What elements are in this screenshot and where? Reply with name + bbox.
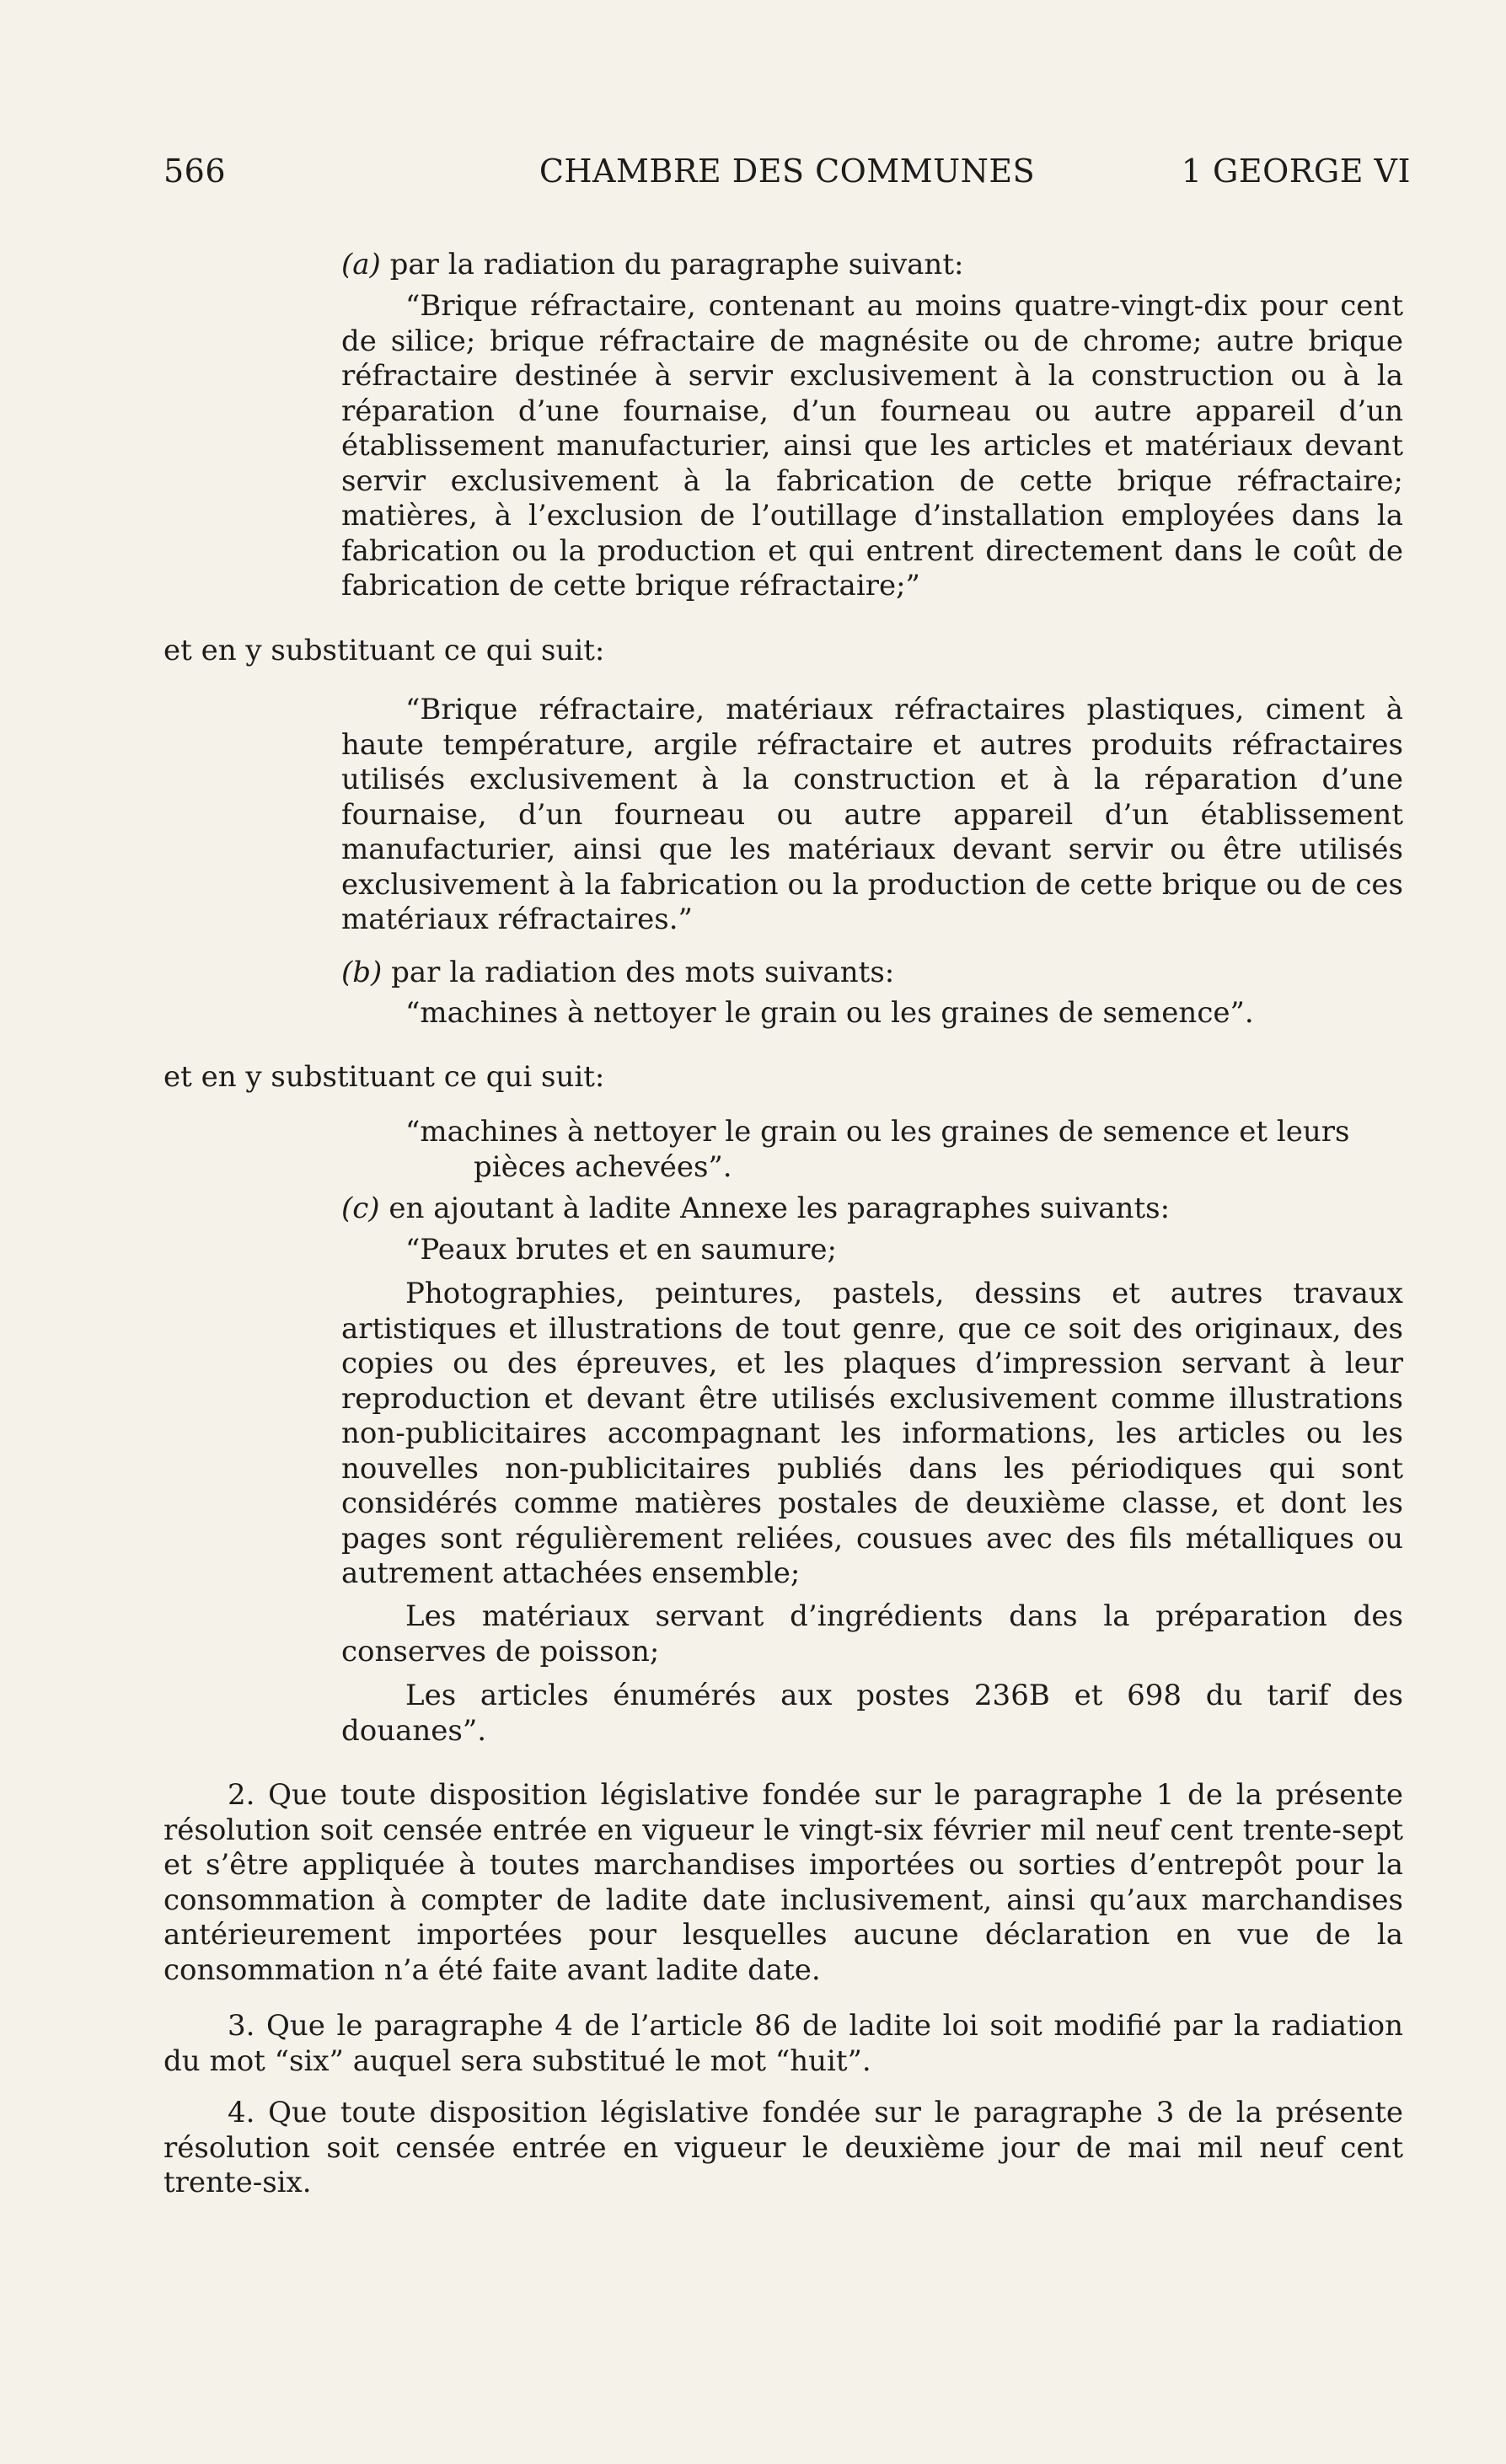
item-b-quote: “machines à nettoyer le grain ou les graines de semence”. [405, 996, 1254, 1030]
resolution-2: 2. Que toute disposition législative fondée sur le paragraphe 1 de la présente résolution soit censée entrée en vigueur le vingt-six février mil neuf cent trente-sept et s’être appliquée à toutes marchandises importées ou sorties d’entrepôt pour la consommation à compter de ladite date inclusivement, ainsi qu’aux marchandises antérieurement importées pour lesquelles aucune déclaration en vue de la consommation n’a été faite avant ladite date. [163, 1778, 1403, 1987]
page-header [163, 148, 1411, 194]
item-c-marker: (c) [341, 1192, 380, 1225]
header-title: CHAMBRE DES COMMUNES [539, 153, 1036, 190]
item-c-para3: Les matériaux servant d’ingrédients dans la préparation des conserves de poisson; [341, 1599, 1403, 1669]
item-a-marker: (a) [341, 248, 381, 281]
item-c-intro [341, 1192, 1403, 1227]
item-b-intro [341, 956, 1403, 991]
resolution-3: 3. Que le paragraphe 4 de l’article 86 de ladite loi soit modifié par la radiation du mot “six” auquel sera substitué le mot “huit”. [163, 2009, 1403, 2078]
item-a-intro-text: par la radiation du paragraphe suivant: [380, 248, 964, 281]
item-a-replacement: “Brique réfractaire, matériaux réfractaires plastiques, ciment à haute température, argile réfractaire et autres produits réfractaires utilisés exclusivement à la construction et à la réparation d’une fournaise, d’un fourneau ou autre appareil d’un établissement manufacturier, ainsi que les matériaux devant servir ou être utilisés exclusivement à la fabrication ou la production de cette brique ou de ces matériaux réfractaires.” [341, 693, 1403, 936]
item-b-marker: (b) [341, 956, 383, 989]
item-b-replacement-line2: pièces achevées”. [474, 1150, 732, 1184]
item-c-intro-text: en ajoutant à ladite Annexe les paragraphes suivants: [379, 1192, 1171, 1225]
item-b-intro-text: par la radiation des mots suivants: [382, 956, 895, 989]
item-b-substitute: et en y substituant ce qui suit: [163, 1060, 605, 1094]
resolution-4: 4. Que toute disposition législative fondée sur le paragraphe 3 de la présente résolution soit censée entrée en vigueur le deuxième jour de mai mil neuf cent trente-six. [163, 2096, 1403, 2199]
item-a-intro [341, 248, 1403, 283]
item-c-para2: Photographies, peintures, pastels, dessins et autres travaux artistiques et illustrations de tout genre, que ce soit des originaux, des copies ou des épreuves, et les plaques d’impression servant à leur reproduction et devant être utilisés exclusivement comme illustrations non-publicitaires accompagnant les informations, les articles ou les nouvelles non-publicitaires publiés dans les périodiques qui sont considérés comme matières postales de deuxième classe, et dont les pages sont régulièrement reliées, cousues avec des fils métalliques ou autrement attachées ensemble; [341, 1277, 1403, 1590]
item-c-para4: Les articles énumérés aux postes 236B et 698 du tarif des douanes”. [341, 1679, 1403, 1748]
item-c-para1: “Peaux brutes et en saumure; [405, 1233, 837, 1267]
page-number: 566 [163, 153, 227, 190]
item-a-substitute: et en y substituant ce qui suit: [163, 634, 605, 667]
header-reign: 1 GEORGE VI [1181, 153, 1411, 190]
item-b-replacement-line1: “machines à nettoyer le grain ou les graines de semence et leurs [405, 1115, 1350, 1149]
item-a-quote: “Brique réfractaire, contenant au moins quatre-vingt-dix pour cent de silice; brique réfractaire de magnésite ou de chrome; autre brique réfractaire destinée à servir exclusivement à la construction ou à la réparation d’une fournaise, d’un fourneau ou autre appareil d’un établissement manufacturier, ainsi que les articles et matériaux devant servir exclusivement à la fabrication de cette brique réfractaire; matières, à l’exclusion de l’outillage d’installation employées dans la fabrication ou la production et qui entrent directement dans le coût de fabrication de cette brique réfractaire;” [341, 289, 1403, 603]
